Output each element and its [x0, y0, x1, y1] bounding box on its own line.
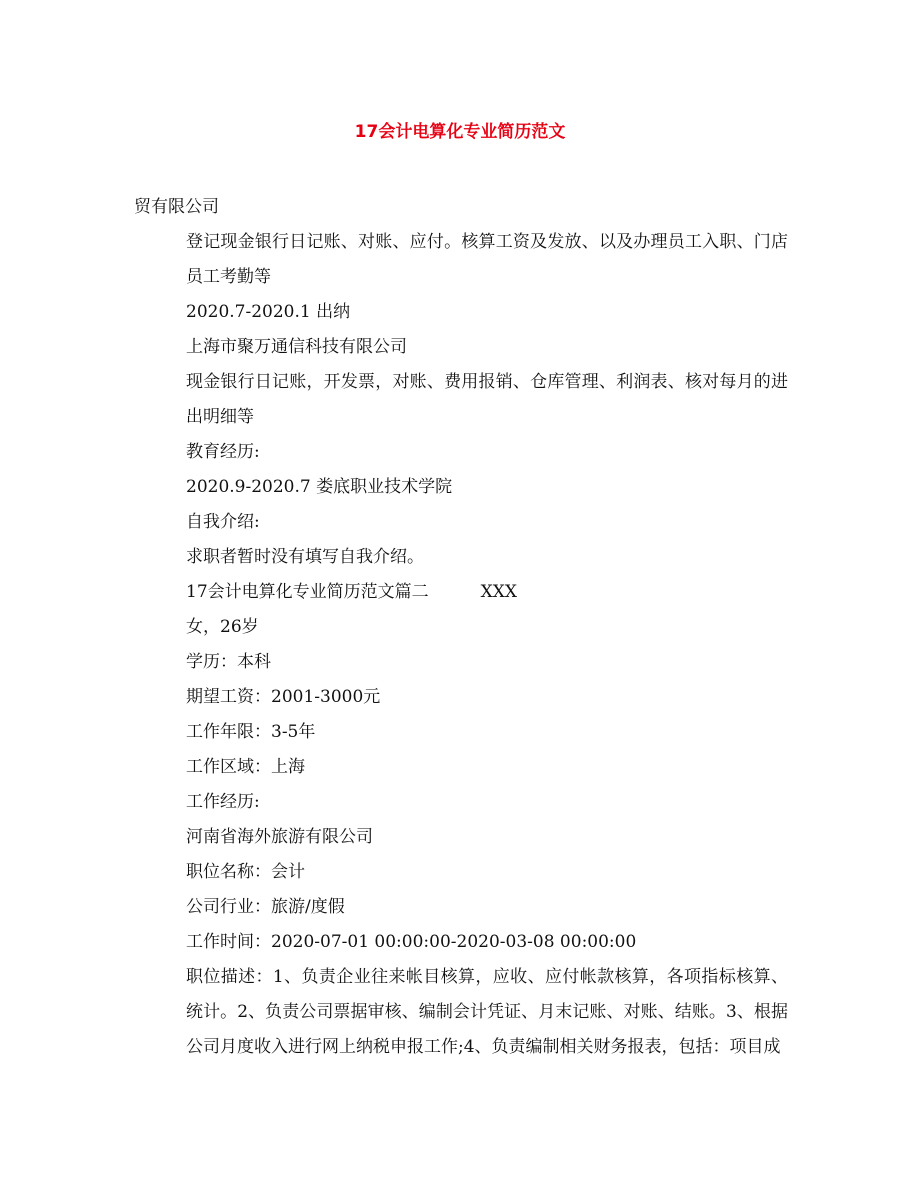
intro-heading: 自我介绍: — [186, 512, 260, 532]
company-3-line: 河南省海外旅游有限公司 — [186, 827, 373, 847]
job-description-paragraph: 职位描述：1、负责企业往来帐目核算，应收、应付帐款核算，各项指标核算、统计。2、负责公司票据审核、编制会计凭证、月末记账、对账、结账。3、根据公司月度收入进行网上纳税申报工作;4、负责编制相关财务报表，包括：项目成 — [186, 967, 788, 1057]
salary-line: 期望工资：2001-3000元 — [186, 687, 381, 707]
company-tail-line: 贸有限公司 — [134, 197, 219, 217]
years-line: 工作年限：3-5年 — [186, 722, 316, 742]
degree-line: 学历：本科 — [186, 652, 271, 672]
duty-2-paragraph: 现金银行日记账，开发票，对账、费用报销、仓库管理、利润表、核对每月的进出明细等 — [186, 372, 788, 427]
duty-1-paragraph: 登记现金银行日记账、对账、应付。核算工资及发放、以及办理员工入职、门店员工考勤等 — [186, 232, 788, 287]
company-2-line: 上海市聚万通信科技有限公司 — [186, 337, 407, 357]
education-1-line: 2020.9-2020.7 娄底职业技术学院 — [186, 477, 453, 497]
document-body — [134, 190, 788, 1065]
position-line: 职位名称：会计 — [186, 862, 305, 882]
work-heading: 工作经历: — [186, 792, 260, 812]
industry-line: 公司行业：旅游/度假 — [186, 897, 345, 917]
education-heading: 教育经历: — [186, 442, 260, 462]
gender-age-line: 女，26岁 — [186, 617, 259, 637]
section-2-name: XXX — [480, 582, 517, 602]
section-2-title-line — [134, 575, 788, 610]
intro-text-line: 求职者暂时没有填写自我介绍。 — [186, 547, 424, 567]
document-title: 17会计电算化专业简历范文 — [354, 122, 566, 142]
period-1-line: 2020.7-2020.1 出纳 — [186, 302, 351, 322]
work-time-line: 工作时间：2020-07-01 00:00:00-2020-03-08 00:00:00 — [186, 932, 637, 952]
region-line: 工作区域：上海 — [186, 757, 305, 777]
section-2-title: 17会计电算化专业简历范文篇二 — [186, 582, 429, 602]
